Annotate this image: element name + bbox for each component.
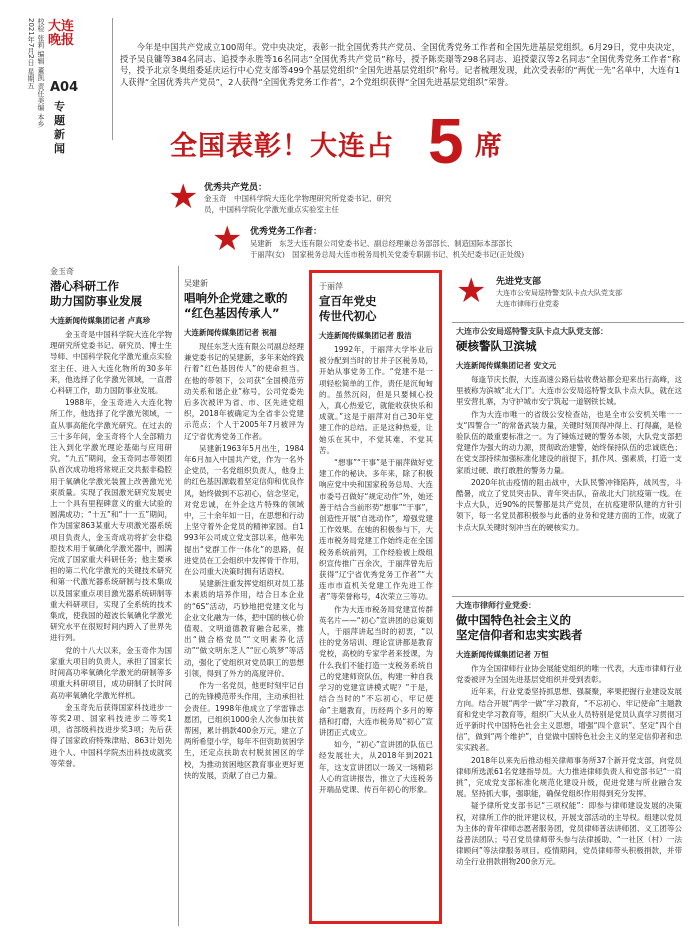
article-paragraph: 金玉奇是中国科学院大连化学物理研究所党委书记、研究员、博士生导师、中国科学院化学激光重点实验室主任、进入大连化物所的30多年来，他选择了化学激光领域，一直潜心科研工作，助力国防事业发展。 — [50, 330, 172, 396]
star-icon: ★ — [168, 177, 199, 217]
article-paragraph: 作为全国律师行业协会展能党组织的唯一代表，大连市律师行业党委被评为全国先进基层党组织并受到表彰。 — [456, 664, 682, 685]
article-paragraph: 近年来，行业党委坚持抓思想、强凝聚，率果把握行业建设发展方向。结合开展“两学一做”学习教育，“不忘初心、牢记使命”主题教育和党史学习教育等，组织广大从业人员特别是党员认真学习贯彻习近平新时代中国特色社会主义思想，增强“四个意识”、坚定“四个自信”，做到“两个维护”，自觉做中国特色社会主义的坚定信仰者和忠实实践者。 — [456, 687, 682, 753]
article-title: 宣百年党史 传世代初心 — [319, 294, 377, 323]
staff-info — [14, 18, 46, 136]
article-jin-yuqi — [50, 266, 172, 926]
article-kicker: 大连市公安局巡特警支队卡点大队党支部： — [456, 327, 608, 336]
article-yu-liping — [309, 270, 442, 924]
article-title: 唱响外企党建之歌的 “红色基因传承人” — [184, 291, 288, 320]
article-paragraph: 吴建新注重发挥党组织对员工基本素质的培养作用，结合日本企业的“6S”活动，巧妙地把党建文化与企业文化融为一体，把中国的核心价值观、文明道德教育融合起来，推出“做合格党员”“文明素养化活动”“做文明东芝人”“匠心筑梦”等活动，强化了党组织对党员职工的思想引领，得到了外方的高度评价。 — [184, 579, 304, 678]
article-paragraph: 1992年，于丽萍大学毕业后被分配到当时的甘井子区税务局，开始从事党务工作。“党建不是一项轻松简单的工作，责任是沉甸甸的。虽然沉闷，但是只要倾心投入，真心热爱它，就能收获快乐和成就。”这是于丽萍对自己30年党建工作的总结。正是这种热爱，让她乐在其中，不觉其难、不觉其苦。 — [319, 345, 433, 455]
star-icon: ★ — [456, 271, 487, 311]
article-kicker: 大连市律师行业党委： — [456, 601, 536, 610]
headline-tail: 席 — [475, 131, 502, 162]
article-kicker: 金玉奇 — [50, 267, 74, 276]
honor-org-label: 先进党支部 — [496, 277, 542, 287]
page-headline — [170, 105, 570, 177]
star-icon: ★ — [212, 219, 243, 259]
headline-main: 全国表彰！大连占 — [170, 131, 394, 162]
headline-number: 5 — [428, 105, 464, 177]
article-paragraph: 现任东芝大连有限公司副总经理兼党委书记的吴建新，多年来始终践行着“红色基因传人”的使命担当。在他的带领下，公司获“全国模范劳动关系和谐企业”称号，公司党委先后多次被评为省、市、区先进党组织，2018年被确定为全省非公党建示范点；个人于2005年7月被评为辽宁省优秀党务工作者。 — [184, 342, 304, 441]
section-divider — [452, 596, 684, 597]
section-label: 专题 — [54, 100, 65, 127]
article-kicker: 吴建新 — [184, 279, 208, 288]
masthead-divider — [112, 18, 113, 140]
section-divider — [452, 322, 684, 323]
honor-worker-line-2: 于丽萍(女) 国家税务总局大连市税务局机关党委专职副书记、机关纪委书记(正处级) — [250, 250, 525, 259]
honor-org-line-1: 大连市公安局巡特警支队卡点大队党支部 — [496, 289, 622, 297]
article-paragraph: 党的十八大以来，金玉奇作为国家重大项目的负责人，承担了国家长时间高功率氧碘化学激光的研制等多项重大科研项目，成功研制了长时间高功率氧碘化学激光样机。 — [50, 645, 172, 700]
masthead — [14, 18, 79, 155]
article-byline: 大连新闻传媒集团记者 殷洁 — [319, 331, 412, 340]
honor-org-line-2: 大连市律师行业党委 — [496, 300, 559, 308]
article-title: 硬核警队卫滨城 — [456, 339, 537, 353]
article-kicker: 于丽萍 — [319, 282, 343, 291]
staff-line-1: 校检 张莉 — [37, 18, 45, 49]
article-byline: 大连新闻传媒集团记者 安文元 — [456, 361, 557, 370]
article-police-branch — [456, 326, 682, 594]
article-title: 潜心科研工作 助力国防事业发展 — [50, 279, 142, 308]
staff-line-2: 编辑 董凯 责任美编 本乡 — [37, 50, 45, 128]
article-paragraph: 作为大连市唯一的省级公安检查站，也是全市公安机关唯一一支“四警合一”的常备武装力量，关键时刻顶得冲得上、打得赢，是检验队伍的最重要标准之一。为了锤炼过硬的警务本领，大队党支部把党建作为强大的动力源，贯彻政治建警，始终保持队伍的忠诚底色；在党支部持续加强标准化建设的前提下，抓作风、强素质，打造一支家质过硬、敢打敢胜的警务力量。 — [456, 409, 682, 475]
article-lawyer-committee — [456, 600, 682, 926]
article-paragraph: 吴建新1963年5月出生，1984年6月加入中国共产党，作为一名外企党员，一名党组织负责人，他身上的红色基因源载着坚定信仰和优良作风，始终做到不忘初心，信念坚定，对党忠诚，在外企这片特殊的领域中，三十余年如一日，在思想和行动上坚守着外企党员的精神家园。自1993年公司成立党支部以来，他率先提出“党群工作一体化”的思路，促进党员在工会组织中发挥骨干作用，在公司重大决策时拥有话语权。 — [184, 443, 304, 577]
section-name — [54, 100, 74, 156]
honor-org-block — [456, 272, 681, 322]
honor-member-text: 金玉奇 中国科学院大连化学物理研究所党委书记、研究员，中国科学院化学激光重点实验室主任 — [204, 194, 392, 214]
section-label-2: 新闻 — [54, 128, 65, 155]
honor-worker-label: 优秀党务工作者： — [250, 227, 323, 237]
staff-line-3: 2021年7月2日 星期五 — [27, 18, 35, 89]
article-wu-jianxin — [184, 278, 304, 926]
article-byline: 大连新闻传媒集团记者 万恒 — [456, 650, 549, 659]
article-paragraph: 2018年以来先后推动相关律师事务所37个新开党支部，向党员律师所选派61名党建指导员。大力推进律师负责人和党部书记“一肩挑”，完成党支部标准化规范化建设升级，促进党建与所业融合发展。坚持抓大事，强职能，确保党组织作用得到充分发挥。 — [456, 755, 682, 799]
honor-member-label: 优秀共产党员： — [204, 183, 268, 193]
article-byline: 大连新闻传媒集团记者 祝福 — [184, 328, 277, 337]
article-paragraph: 作为大连市税务局党建宣传群英名片——“初心”宣讲团的总策划人，于丽萍讲起当时的初衷，“以往的党务培训、理论宣讲都是教育党校，高校的专家学者来授课，为什么我们不能打造一支税务系统自己的党建师资队伍，构建一种自我学习的党建宣讲模式呢？”于是，结合当时的“不忘初心、牢记使命”主题教育，历经两个多月的筹措和打磨，大连市税务局“初心”宣讲团正式成立。 — [319, 604, 433, 737]
article-paragraph: 2020年抗击疫情的阻击战中，大队民警冲锋陷阵，战风雪，斗酷暑，成立了党员突击队、青年突击队，奋战北大门抗疫第一线。在卡点大队，近90%的民警都是共产党员，在抗疫建带队建的方针引领下，每一名党员都积极参与此番的业务和党建方面的工作，成就了卡点大队关键时刻冲当在的硬核实力。 — [456, 477, 682, 532]
intro-text: 今年是中国共产党成立100周年。党中央决定，表彰一批全国优秀共产党员、全国优秀党务工作者和全国先进基层党组织。6月29日，党中央决定，授予吴良镛等384名同志、追授李永胜等16名同志“全国优秀共产党员”称号，授予陈奕璟等298名同志、追授蒙汉等2名同志“全国优秀党务工作者”称号，授予北京冬奥组委延庆运行中心党支部等499个基层党组织“全国先进基层党组织”称号。记者梳理发现，此次受表彰的“两优一先”名单中，大连有1人获得“全国优秀共产党员”，2人获得“全国优秀党务工作者”，2个党组织获得“全国先进基层党组织”荣誉。 — [120, 42, 680, 87]
honor-worker-line-1: 吴建新 东芝大连有限公司党委书记、副总经理兼总务部部长、制造国际本部部长 — [250, 239, 513, 248]
article-paragraph: “想事”“干事”是于丽萍做好党建工作的秘诀。多年来，除了积极响应党中央和国家税务总局、大连市委号召做好“规定动作”外，她还善于结合当前形势“想事”“干事”，创造性开展“自选动作”，增强党建工作效果。在她的积极参与下，大连市税务局党建工作始终走在全国税务系统前列，工作经验被上级组织宣传推广百余次，于丽萍曾先后获得“辽宁省优秀党务工作者”“大连市市直机关党建工作先进工作者”等荣誉称号，4次荣立三等功。 — [319, 458, 433, 602]
logo: 大连晚报 — [48, 19, 75, 48]
article-paragraph: 如今，“初心”宣讲团的队伍已经发展壮大，从2018年到2021年，这支宣讲团以一场又一场精彩人心的宣讲报告，推立了大连税务开端品党课、传百年初心的形象。 — [319, 740, 433, 794]
intro-paragraph — [120, 42, 680, 88]
article-paragraph: 作为一名党员，他更时刻牢记自己的先锋模范带头作用，主动承担社会责任。1998年他成立了学雷锋志愿团，已组织1000余人次参加扶贫帮困，累计捐款400余万元，建立了两所希望小学，每年不但资助贫困学生，还定点扶助农村脱贫困区的学校，为推动贫困地区教育事业更好更快的发展，贡献了自己力量。 — [184, 681, 304, 780]
column-divider — [178, 266, 179, 926]
honor-member-block — [168, 178, 668, 220]
article-paragraph: 1988年，金玉奇进入大连化物所工作，他选择了化学激光领域，一直从事高能化学激光研究。在过去的三十多年间，金玉奇将个人全部精力注入到化学激光理论基础与应用研究。“九五”期间，金玉奇同志带领团队首次成功地将常规正交共振非稳腔用于氧碘化学激光装置上改善激光光束质量。实现了我国激光研究发展史上一个具有里程碑意义的重大试验的圆满成功；“十五”和“十一五”期间，作为国家863某重大专项激光器系统项目负责人，金玉奇成功将扩会非稳腔技术用于氧碘化学激光器中，圆满完成了国家重大科研任务；他主要承担的第二代化学激光的关键技术研究和第一代激光器系统研制与技术集成以及国家重点项目激光器系统研制等重大科研项目，实现了全系统的技术集成，使我国的超波长氧碘化学激光研究水平在很短时间内跨入了世界先进行列。 — [50, 398, 172, 643]
article-paragraph: 每逢节庆长假，大连高速公路后盐收费站都会迎来出行高峰，这里被称为滨城“北大门”。大连市公安局巡特警支队卡点大队，就在这里安营扎寨，为守护城市安宁筑起一道钢铁长城。 — [456, 375, 682, 407]
article-title: 做中国特色社会主义的 坚定信仰者和忠实实践者 — [456, 613, 583, 642]
honor-worker-block — [212, 219, 682, 268]
article-paragraph: 金玉奇先后获得国家科技进步一等奖2项、国家科技进步二等奖1项，省部级科技进步奖3项；先后获得了国家政府特殊津贴、863计划先进个人、中国科学院杰出科技成就奖等荣誉。 — [50, 702, 172, 768]
article-byline: 大连新闻传媒集团记者 卢真珍 — [50, 316, 151, 325]
article-paragraph: 疑予律所党支部书记“三项权能”：即参与律师建设发展的决策权，对律所工作的批评建议权，开展支部活动的主导权。组建以党员为主体的青年律师志愿者服务团，党员律师普法讲师团、义工团等公益普法团队；号召党员律师带头参与法律援助、“一社区（村）一法律顾问”等法律服务项目。疫情期间，党员律师带头积极捐款，并带动全行业捐款捐物200余万元。 — [456, 801, 682, 867]
page-number: A04 — [50, 80, 79, 95]
